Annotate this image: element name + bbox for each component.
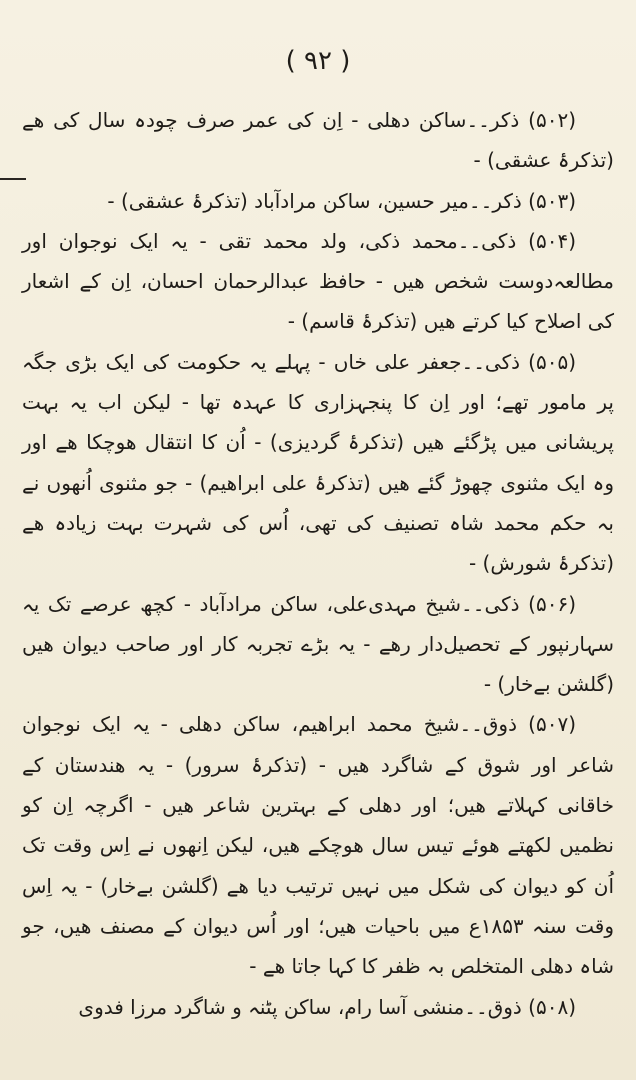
page-number: ( ۹۲ ) <box>285 46 351 76</box>
page-text <box>22 100 614 1027</box>
entry-502: (۵۰۲) ذکر۔۔ساکن دھلی - اِن کی عمر صرف چودہ سال کی ھے (تذکرۂ عشقی) - <box>22 108 614 173</box>
entry-503: (۵۰۳) ذکر۔۔میر حسین، ساکن مرادآباد (تذکرۂ عشقی) - <box>107 188 576 213</box>
entry-508: (۵۰۸) ذوق۔۔منشی آسا رام، ساکن پٹنہ و شاگرد مرزا فدوی <box>78 994 576 1019</box>
entry-504: (۵۰۴) ذکی۔۔محمد ذکی، ولد محمد تقی - یہ ایک نوجوان اور مطالعہ‌دوست شخص ھیں - حافظ عبدالرحمان احسان، اِن کے اشعار کی اصلاح کیا کرتے ھیں (تذکرۂ قاسم) - <box>22 228 614 334</box>
entry-507: (۵۰۷) ذوق۔۔شیخ محمد ابراھیم، ساکن دھلی - یہ ایک نوجوان شاعر اور شوق کے شاگرد ھیں - (تذکرۂ سرور) - یہ ھندستان کے خاقانی کہلاتے ھیں؛ اور دھلی کے بہترین شاعر ھیں - اگرچہ اِن کو نظمیں لکھتے ھوئے تیس سال ھوچکے ھیں، لیکن اِنھوں نے اِس وقت تک اُن کو دیوان کی شکل میں نہیں ترتیب دیا ھے (گلشن بےخار) - یہ اِس وقت سنہ ۱۸۵۳ع میں باحیات ھیں؛ اور اُس دیوان کے مصنف ھیں، جو شاہ دھلی المتخلص بہ ظفر کا کہا جاتا ھے - <box>22 712 614 979</box>
entry-505: (۵۰۵) ذکی۔۔جعفر علی خاں - پہلے یہ حکومت کی ایک بڑی جگہ پر مامور تھے؛ اور اِن کا پنجہزاری کا عہدہ تھا - لیکن اب یہ بہت پریشانی میں پڑگئے ھیں (تذکرۂ گردیزی) - اُن کا انتقال ھوچکا ھے اور وہ ایک مثنوی چھوڑ گئے ھیں (تذکرۂ علی ابراھیم) - جو مثنوی اُنھوں نے بہ حکم محمد شاہ تصنیف کی تھی، اُس کی شہرت بہت زیادہ ھے (تذکرۂ شورش) - <box>22 349 614 576</box>
entry-506: (۵۰۶) ذکی۔۔شیخ مہدی‌علی، ساکن مرادآباد - کچھ عرصے تک یہ سہارنپور کے تحصیل‌دار رھے - یہ بڑے تجربہ کار اور صاحب دیوان ھیں (گلشن بےخار) - <box>22 591 614 697</box>
